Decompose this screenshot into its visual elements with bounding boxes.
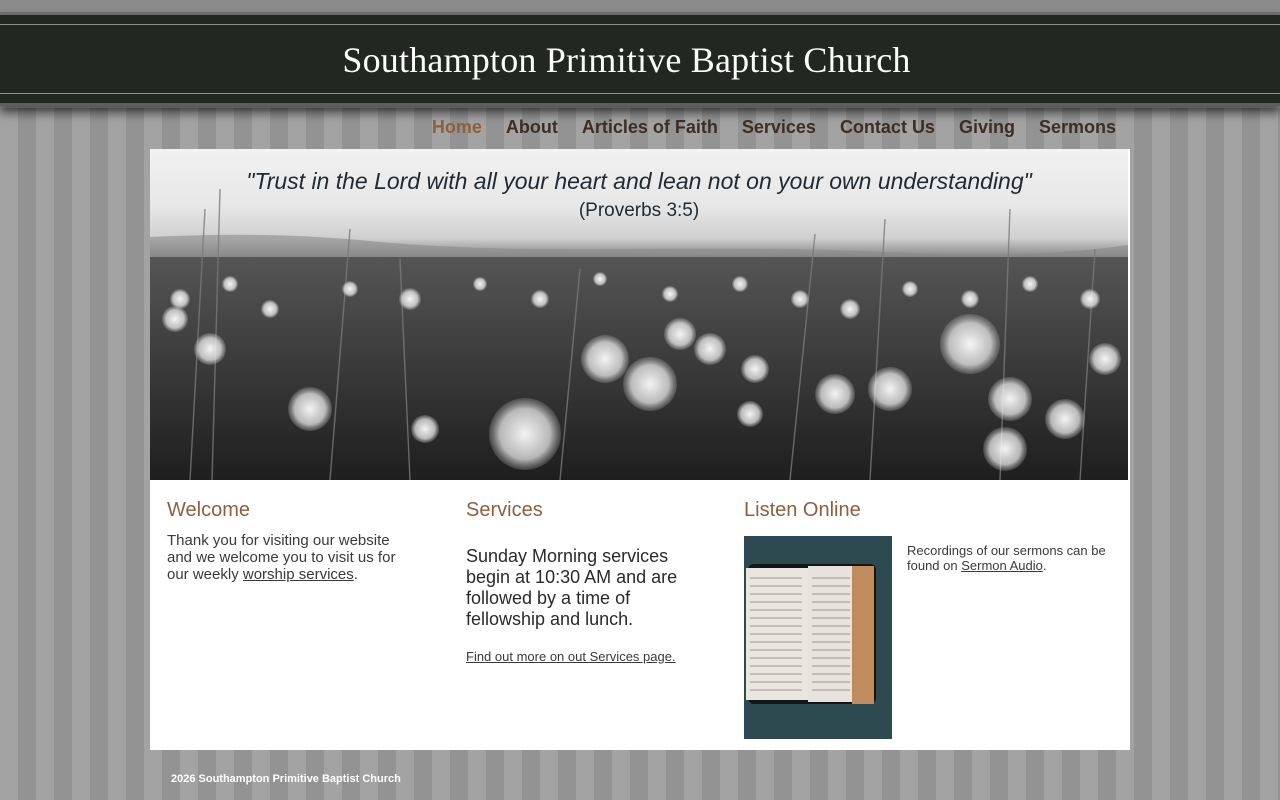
services-heading: Services — [466, 499, 543, 521]
welcome-text-end: . — [353, 566, 358, 583]
welcome-text-body: Thank you for visiting our website and we welcome you to visit us for our weekly — [167, 532, 396, 583]
welcome-heading: Welcome — [167, 499, 250, 521]
services-section — [466, 499, 696, 665]
services-text: Sunday Morning services begin at 10:30 AM and are followed by a time of fellowship and lunch. — [466, 546, 678, 629]
worship-services-link[interactable]: worship services — [242, 566, 354, 583]
site-title: Southampton Primitive Baptist Church — [342, 40, 911, 80]
header-rule — [0, 93, 1280, 94]
content-panel — [150, 149, 1130, 750]
hero-quote: "Trust in the Lord with all your heart and lean not on your own understanding" — [246, 168, 1032, 194]
nav-item-services[interactable]: Services — [741, 117, 816, 137]
welcome-section — [167, 499, 397, 583]
welcome-text — [167, 532, 397, 583]
listen-online-heading: Listen Online — [744, 499, 861, 521]
nav-item-contact-us[interactable]: Contact Us — [839, 117, 935, 137]
dandelion-field-image — [150, 149, 1128, 480]
listen-online-text — [907, 543, 1107, 573]
nav-item-giving[interactable]: Giving — [958, 117, 1015, 137]
services-page-link[interactable]: Find out more on out Services page. — [466, 649, 676, 664]
hero-citation: (Proverbs 3:5) — [578, 200, 700, 221]
listen-online-section — [744, 499, 1114, 573]
nav-item-articles-of-faith[interactable]: Articles of Faith — [581, 117, 718, 137]
header-rule — [0, 24, 1280, 25]
main-nav — [432, 117, 1116, 138]
listen-text-end: . — [1042, 558, 1047, 573]
nav-item-home[interactable]: Home — [431, 117, 482, 137]
footer-copyright: 2026 Southampton Primitive Baptist Church — [171, 773, 401, 785]
sermon-audio-link[interactable]: Sermon Audio — [961, 558, 1043, 573]
listen-text-body: Recordings of our sermons can be found on — [907, 543, 1106, 573]
hero-banner — [150, 149, 1128, 480]
nav-item-about[interactable]: About — [505, 117, 558, 137]
open-bible-image — [744, 536, 892, 739]
site-header — [0, 12, 1280, 106]
nav-item-sermons[interactable]: Sermons — [1038, 117, 1116, 137]
